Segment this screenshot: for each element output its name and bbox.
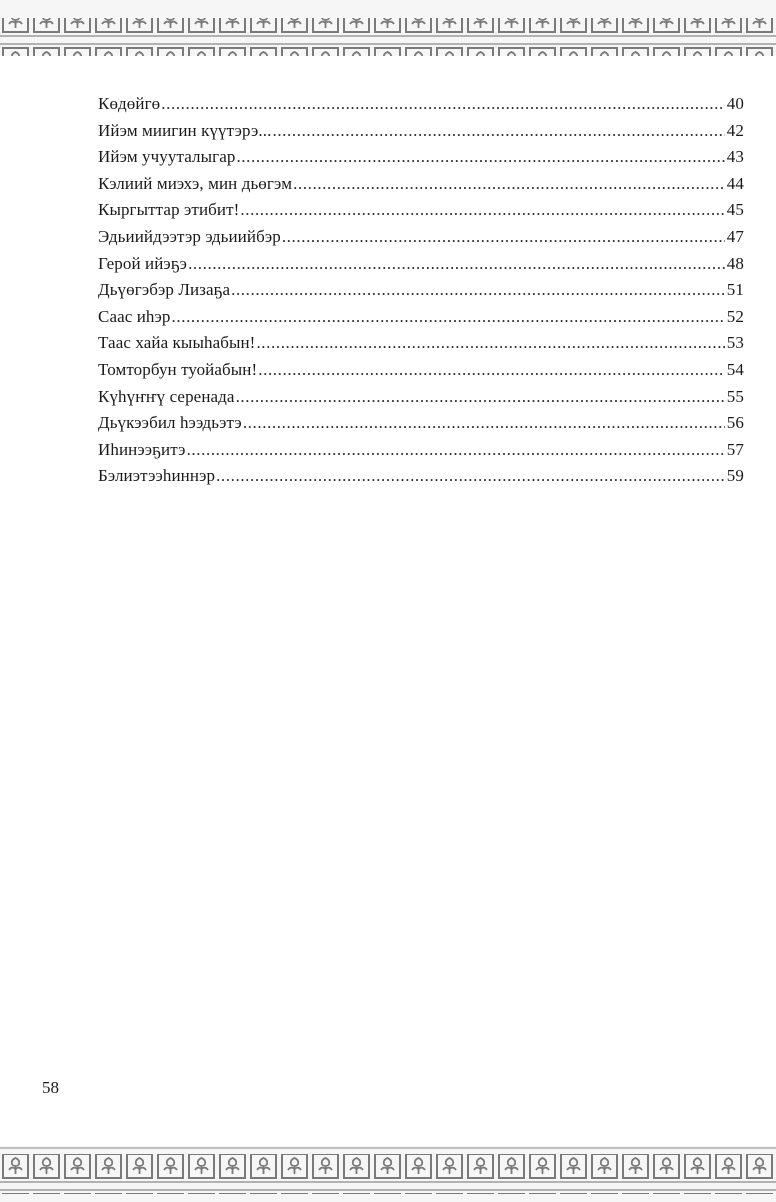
toc-leader-dots (161, 91, 725, 118)
toc-entry (98, 171, 744, 198)
toc-entry (98, 144, 744, 171)
toc-leader-dots (243, 410, 725, 437)
toc-entry-page: 47 (726, 226, 744, 246)
toc-entry (98, 118, 744, 145)
toc-entry-title: Ийэм миигин күүтэрэ... (98, 120, 272, 140)
toc-entry (98, 304, 744, 331)
toc-leader-dots (231, 277, 725, 304)
toc-leader-dots (188, 251, 725, 278)
toc-leader-dots (216, 463, 725, 490)
toc-leader-dots (272, 118, 725, 145)
toc-entry-title: Эдьиийдээтэр эдьиийбэр (98, 226, 281, 246)
toc-entry-title: Дьүкээбил һээдьэтэ (98, 413, 242, 433)
toc-leader-dots (293, 171, 725, 198)
toc-entry (98, 91, 744, 118)
toc-entry-title: Ийэм учууталыгар (98, 147, 236, 167)
toc-entry-title: Таас хайа кыыһабын! (98, 333, 256, 353)
toc-entry-title: Иһинээҕитэ (98, 439, 186, 459)
page-number: 58 (42, 1078, 59, 1097)
toc-leader-dots (240, 197, 725, 224)
toc-entry-page: 52 (726, 306, 744, 326)
toc-leader-dots (236, 384, 725, 411)
toc-entry-page: 42 (726, 120, 744, 140)
ornament-pattern-top (0, 0, 776, 56)
toc-entry (98, 463, 744, 490)
toc-entry (98, 277, 744, 304)
bottom-ornament-border (0, 1146, 776, 1202)
toc-entry-title: Кыргыттар этибит! (98, 200, 240, 220)
toc-entry (98, 224, 744, 251)
toc-entry (98, 197, 744, 224)
toc-leader-dots (256, 330, 725, 357)
toc-entry (98, 437, 744, 464)
toc-entry (98, 330, 744, 357)
toc-entry-title: Бэлиэтээһиннэр (98, 466, 216, 486)
toc-entry-title: Саас иһэр (98, 306, 171, 326)
toc-entry-title: Күһүҥҥү серенада (98, 386, 235, 406)
toc-entry-title: Дьүөгэбэр Лизаҕа (98, 280, 231, 300)
toc-entry-page: 54 (726, 359, 744, 379)
toc-leader-dots (258, 357, 725, 384)
toc-entry (98, 384, 744, 411)
toc-entry-page: 44 (726, 173, 744, 193)
toc-entry-page: 40 (726, 94, 744, 113)
top-ornament-border (0, 0, 776, 56)
toc-entry (98, 251, 744, 278)
toc-entry-page: 51 (726, 280, 744, 300)
toc-entry-page: 48 (726, 253, 744, 273)
toc-entry-title: Кэлиий миэхэ, мин дьөгэм (98, 173, 293, 193)
toc-entry (98, 410, 744, 437)
toc-entry-page: 45 (726, 200, 744, 220)
toc-leader-dots (282, 224, 725, 251)
toc-leader-dots (236, 144, 725, 171)
toc-leader-dots (187, 437, 725, 464)
table-of-contents (98, 91, 744, 490)
toc-entry (98, 357, 744, 384)
ornament-pattern-bottom (0, 1146, 776, 1202)
toc-entry-page: 57 (726, 439, 744, 459)
toc-entry-title: Томторбун туойабын! (98, 359, 258, 379)
toc-entry-page: 53 (726, 333, 744, 353)
toc-entry-title: Көдөйгө (98, 94, 161, 113)
toc-entry-page: 43 (726, 147, 744, 167)
toc-entry-page: 55 (726, 386, 744, 406)
toc-leader-dots (172, 304, 725, 331)
toc-entry-title: Герой ийэҕэ (98, 253, 188, 273)
toc-entry-page: 59 (726, 466, 744, 486)
toc-entry-page: 56 (726, 413, 744, 433)
